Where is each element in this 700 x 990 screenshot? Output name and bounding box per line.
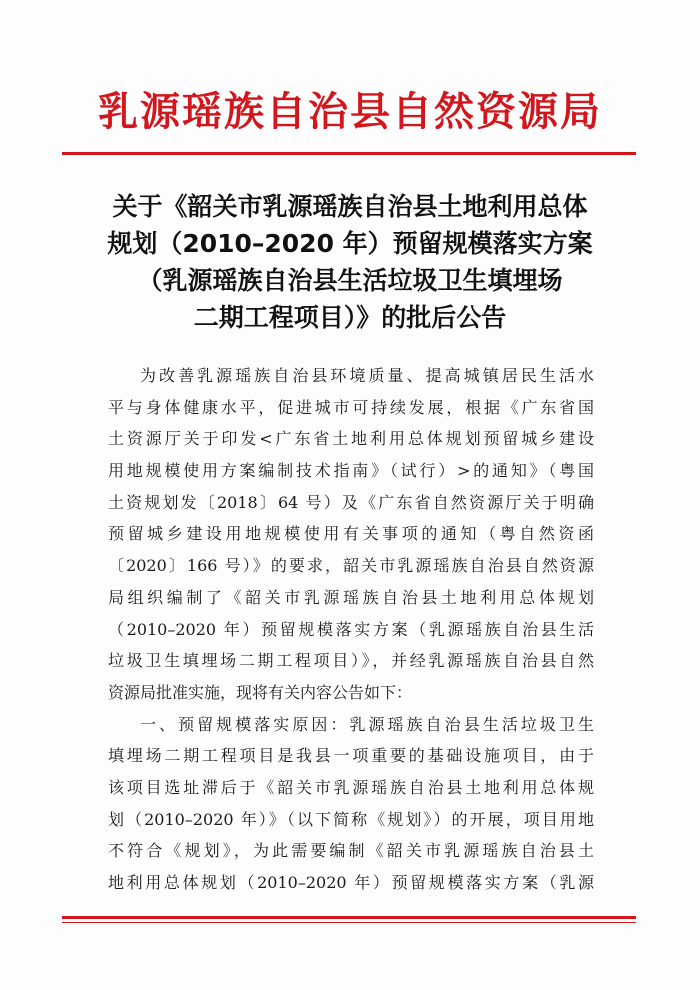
body-line: 局组织编制了《韶关市乳源瑶族自治县土地利用总体规划 bbox=[108, 587, 594, 607]
letterhead-org-name: 乳源瑶族自治县自然资源局 bbox=[98, 88, 602, 135]
notice-title bbox=[60, 188, 640, 336]
body-line: 〔2020〕166 号）》的要求，韶关市乳源瑶族自治县自然资源 bbox=[108, 556, 594, 576]
body-line: 该项目选址滞后于《韶关市乳源瑶族自治县土地利用总体规 bbox=[108, 777, 594, 797]
body-line: 用地规模使用方案编制技术指南》（试行）>的通知》（粤国 bbox=[108, 461, 594, 481]
title-line: 二期工程项目）》的批后公告 bbox=[193, 303, 507, 332]
body-line: 平与身体健康水平，促进城市可持续发展，根据《广东省国 bbox=[108, 397, 594, 417]
body-line: （2010–2020 年）预留规模落实方案（乳源瑶族自治县生活 bbox=[108, 619, 594, 639]
title-line: 规划（2010–2020 年）预留规模落实方案 bbox=[107, 229, 593, 258]
body-line: 为改善乳源瑶族自治县环境质量、提高城镇居民生活水 bbox=[140, 366, 594, 385]
body-line: 不符合《规划》，为此需要编制《韶关市乳源瑶族自治县土 bbox=[108, 841, 594, 861]
body-line: 土资规划发〔2018〕64 号）及《广东省自然资源厅关于明确 bbox=[108, 492, 594, 512]
body-line: 填埋场二期工程项目是我县一项重要的基础设施项目，由于 bbox=[108, 746, 594, 766]
title-line: 关于《韶关市乳源瑶族自治县土地利用总体 bbox=[112, 192, 588, 221]
footer-red-rule bbox=[62, 916, 636, 919]
body-line: 划（2010–2020 年）》（以下简称《规划》）的开展，项目用地 bbox=[108, 809, 594, 829]
body-line: 一、预留规模落实原因：乳源瑶族自治县生活垃圾卫生 bbox=[140, 714, 594, 734]
notice-body bbox=[108, 360, 594, 899]
body-line: 土资源厅关于印发<广东省土地利用总体规划预留城乡建设 bbox=[108, 429, 594, 449]
body-line: 地利用总体规划（2010–2020 年）预留规模落实方案（乳源 bbox=[108, 873, 594, 892]
body-line: 预留城乡建设用地规模使用有关事项的通知（粤自然资函 bbox=[108, 524, 594, 544]
letterhead-red-rule bbox=[62, 152, 636, 155]
body-line: 垃圾卫生填埋场二期工程项目）》，并经乳源瑶族自治县自然 bbox=[108, 651, 594, 671]
footer-red-rule-thin bbox=[62, 922, 636, 923]
body-line: 资源局批准实施，现将有关内容公告如下： bbox=[108, 682, 413, 702]
title-line: （乳源瑶族自治县生活垃圾卫生填埋场 bbox=[137, 266, 563, 295]
